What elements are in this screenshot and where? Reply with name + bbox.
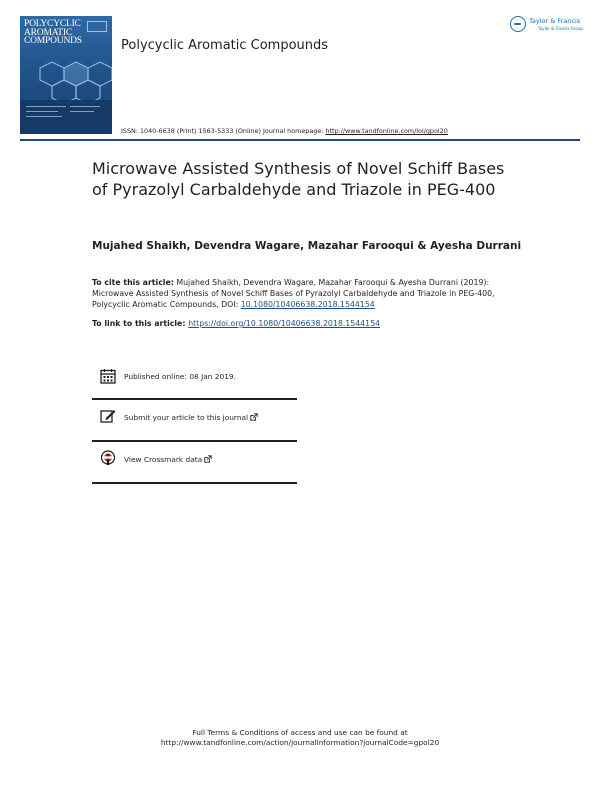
article-authors: Mujahed Shaikh, Devendra Wagare, Mazahar Farooqui & Ayesha Durrani	[92, 240, 522, 252]
row-divider	[92, 482, 297, 484]
publisher-logo-text: Taylor & Francis	[529, 17, 581, 25]
journal-name: Polycyclic Aromatic Compounds	[121, 38, 329, 53]
citation-label: To cite this article:	[92, 278, 174, 287]
crossmark-link[interactable]	[124, 455, 212, 464]
cover-title-line: POLYCYCLIC	[24, 19, 81, 29]
footer-terms-text: Full Terms & Conditions of access and use can be found at	[192, 728, 408, 737]
published-online-row	[92, 362, 297, 392]
cover-footer-band	[20, 100, 112, 134]
article-doi-link[interactable]: https://doi.org/10.1080/10406638.2018.1544154	[188, 319, 380, 328]
calendar-icon	[100, 368, 116, 384]
cover-title-line: COMPOUNDS	[24, 36, 82, 46]
issn-line	[121, 127, 448, 135]
crossmark-icon	[100, 450, 116, 466]
header-divider	[20, 139, 580, 141]
citation-text: Mujahed Shaikh, Devendra Wagare, Mazahar Farooqui & Ayesha Durrani (2019): Microwave Assisted Synthesis of Novel Schiff Bases of Pyrazolyl Carbaldehyde and Triazole in PEG-400, Polycyclic Aromatic Compounds, DOI:	[92, 278, 495, 309]
published-online-text: Published online: 08 Jan 2019.	[124, 372, 236, 381]
cover-title-line: AROMATIC	[24, 27, 73, 38]
external-link-icon	[250, 413, 258, 421]
edit-document-icon	[100, 408, 116, 424]
crossmark-label: View Crossmark data	[124, 455, 203, 464]
citation-doi-link[interactable]: 10.1080/10406638.2018.1544154	[240, 300, 375, 309]
journal-homepage-link[interactable]: http://www.tandfonline.com/loi/gpol20	[325, 127, 448, 135]
external-link-icon	[204, 455, 212, 463]
article-title: Microwave Assisted Synthesis of Novel Schiff Bases of Pyrazolyl Carbaldehyde and Triazole in PEG-400	[92, 159, 505, 199]
journal-cover-image	[20, 16, 112, 134]
row-divider	[92, 440, 297, 442]
submit-article-row[interactable]	[92, 404, 297, 434]
publisher-logo-icon	[510, 16, 526, 32]
submit-article-link[interactable]	[124, 413, 258, 422]
publisher-logo[interactable]	[510, 16, 582, 36]
issn-text: ISSN: 1040-6638 (Print) 1563-5333 (Online) Journal homepage:	[121, 127, 326, 135]
row-divider	[92, 398, 297, 400]
article-link-label: To link to this article:	[92, 319, 189, 328]
publisher-logo-subtext: Taylor & Francis Group	[538, 26, 583, 31]
page-footer	[0, 728, 600, 748]
crossmark-row[interactable]	[92, 446, 297, 476]
citation-block	[92, 277, 502, 310]
submit-article-label: Submit your article to this journal	[124, 413, 249, 422]
article-link-line	[92, 319, 380, 328]
footer-terms-link[interactable]: http://www.tandfonline.com/action/journalInformation?journalCode=gpol20	[160, 738, 440, 747]
